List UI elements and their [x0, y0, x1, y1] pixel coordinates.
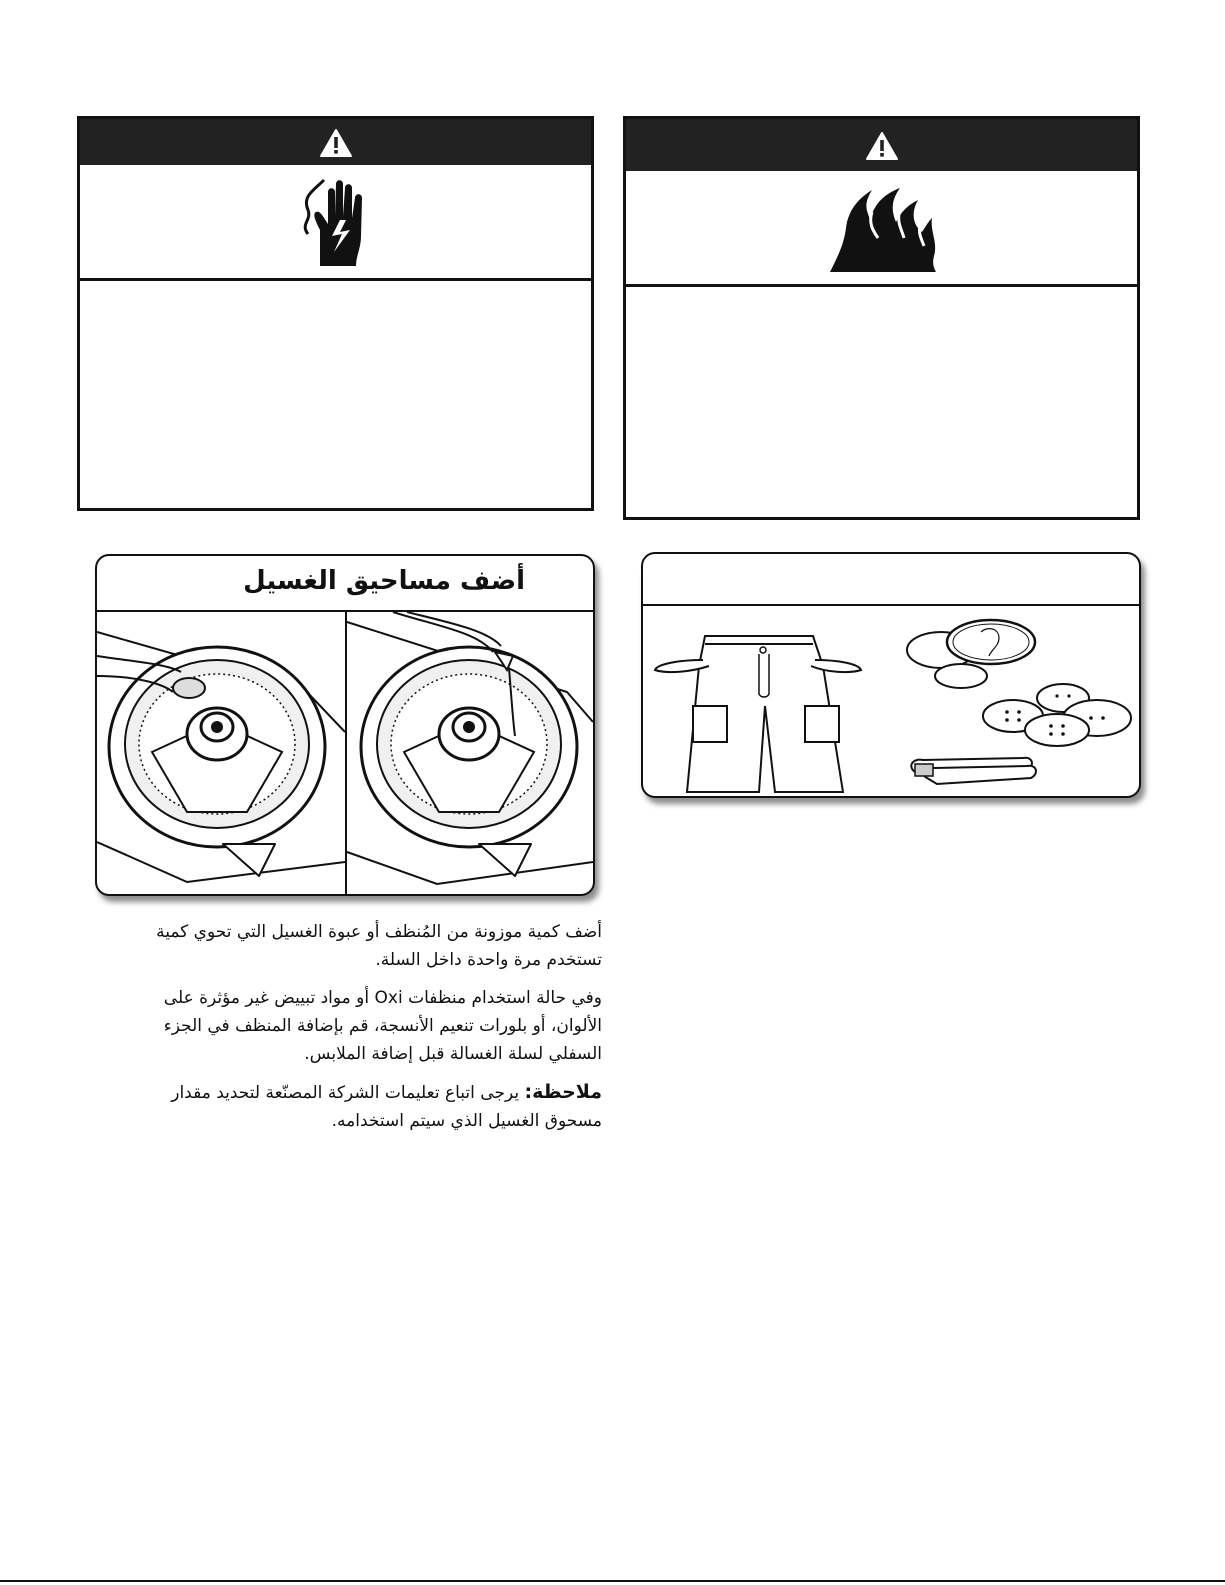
panel-title-row [97, 556, 593, 612]
panel-title-row [643, 554, 1139, 606]
instruction-paragraph-1: أضف كمية موزونة من المُنظف أو عبوة الغسيل التي تحوي كمية تستخدم مرة واحدة داخل السلة. [156, 922, 602, 970]
warning-header [80, 119, 591, 165]
pockets-drawing [643, 606, 1139, 796]
buttons-icon [983, 684, 1131, 746]
warning-triangle-icon [319, 128, 353, 158]
warning-triangle-icon [865, 131, 899, 161]
fire-hazard-icon [822, 182, 942, 274]
coins-icon [907, 620, 1035, 688]
fire-warning-box [623, 116, 1140, 520]
washer-drawing [97, 612, 593, 894]
warning-icon-row [80, 165, 591, 281]
safety-pins-icon [911, 758, 1036, 784]
washer-liquid-illustration [347, 612, 593, 884]
shock-warning-box [77, 116, 594, 511]
note-label: ملاحظة: [524, 1081, 602, 1103]
page-bottom-rule [0, 1580, 1225, 1582]
warning-icon-row [626, 171, 1137, 287]
note-text: يرجى اتباع تعليمات الشركة المصنّعة لتحديد مقدار مسحوق الغسيل الذي سيتم استخدامه. [171, 1083, 602, 1131]
warning-header [626, 119, 1137, 171]
instruction-note [140, 1078, 602, 1135]
add-detergent-panel [95, 554, 595, 896]
washer-pod-illustration [97, 632, 345, 882]
electric-shock-hand-icon [286, 176, 386, 268]
pockets-illustrations [643, 606, 1139, 796]
empty-pockets-panel [641, 552, 1141, 798]
panel-title: أضف مساحيق الغسيل [243, 566, 525, 596]
instructions-text [140, 918, 602, 1145]
instruction-paragraph-2: وفي حالة استخدام منظفات Oxi أو مواد تبييض غير مؤثرة على الألوان، أو بلورات تنعيم الأنسجة، قم بإضافة المنظف في الجزء السفلي لسلة الغسالة قبل إضافة الملابس. [163, 988, 602, 1064]
washer-illustrations [97, 612, 593, 894]
pants-icon [655, 636, 861, 792]
